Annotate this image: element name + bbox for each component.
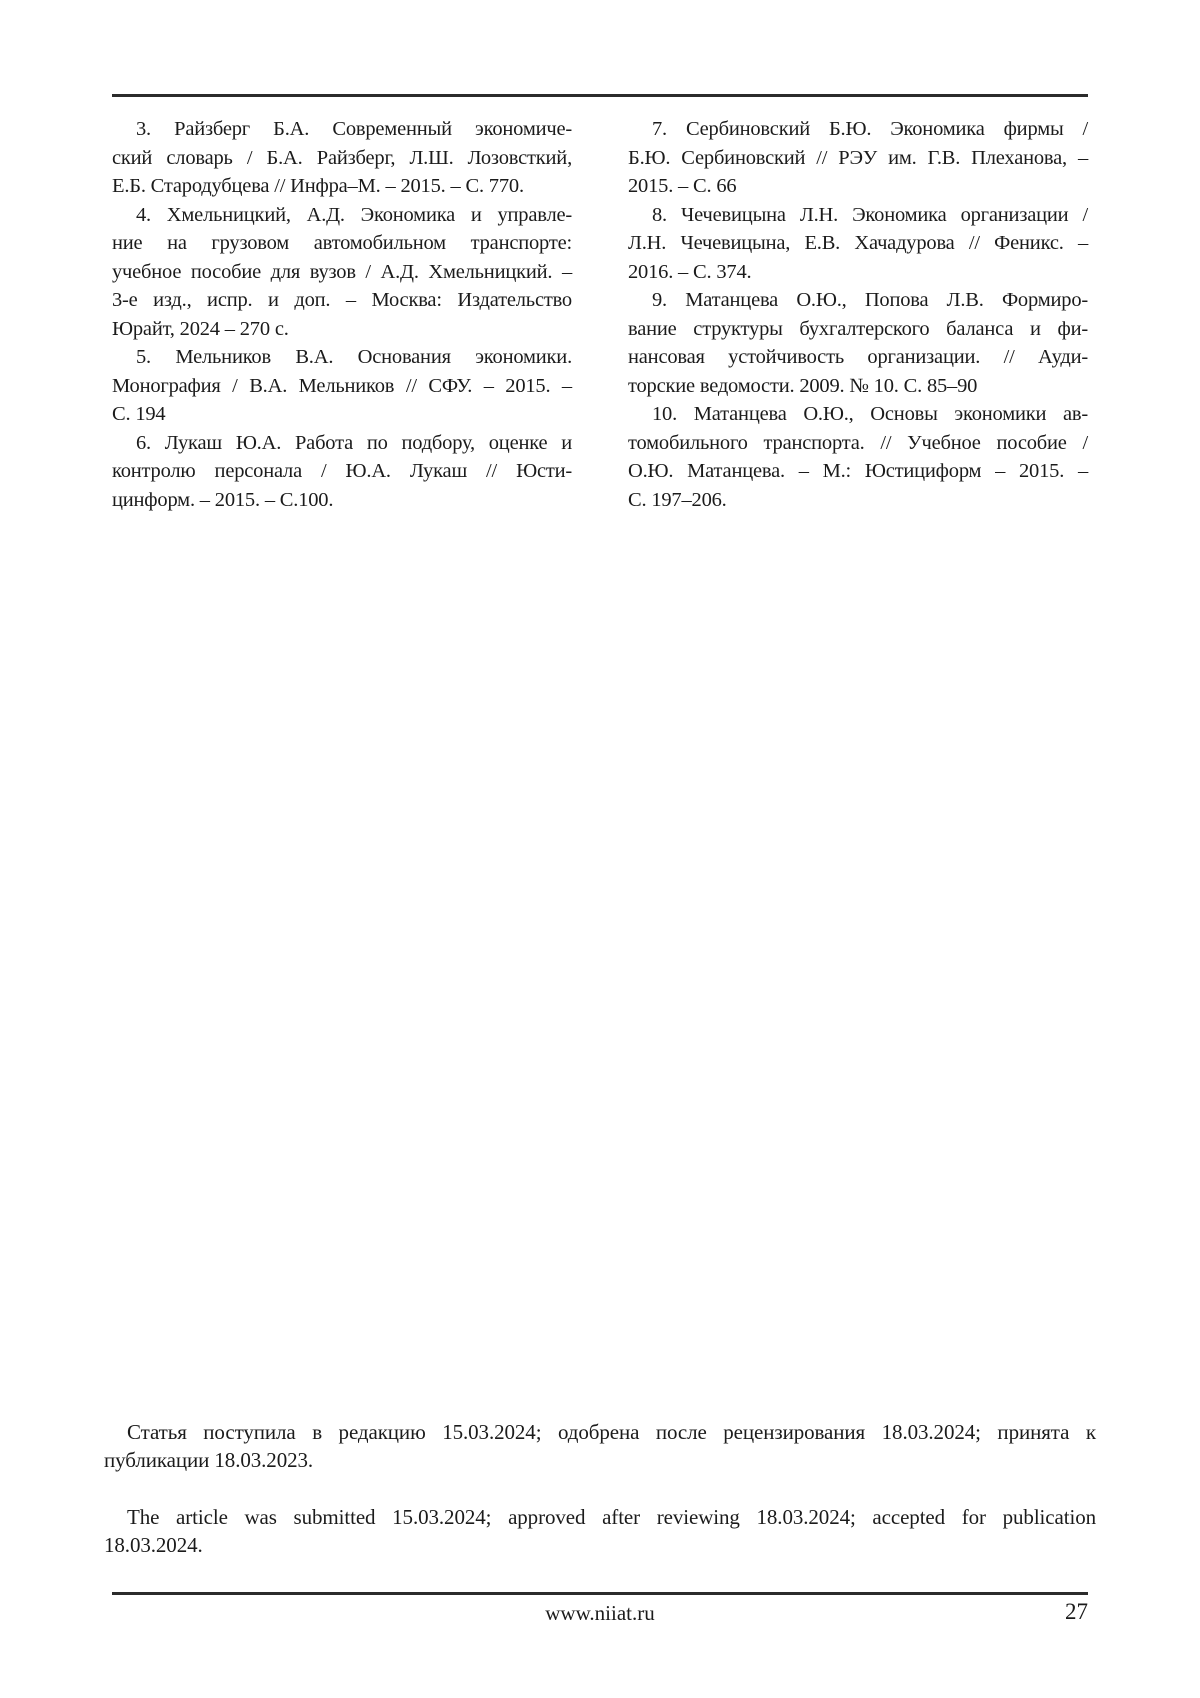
reference-item [628, 400, 1088, 514]
submission-note-en [104, 1504, 1096, 1559]
reference-item [628, 286, 1088, 400]
reference-line: 9. Матанцева О.Ю., Попова Л.В. Формиро- [652, 289, 1088, 311]
references-column-left [112, 115, 572, 514]
reference-line: О.Ю. Матанцева. – М.: Юстициформ – 2015. – [628, 460, 1088, 482]
reference-line: ский словарь / Б.А. Райзберг, Л.Ш. Лозовсткий, [112, 146, 572, 169]
reference-line: Монография / В.А. Мельников // СФУ. – 2015. – [112, 374, 572, 397]
reference-line: ние на грузовом автомобильном транспорте: [112, 232, 572, 254]
reference-line: 5. Мельников В.А. Основания экономики. [136, 346, 572, 368]
reference-item [628, 201, 1088, 287]
submission-note-line: The article was submitted 15.03.2024; approved after reviewing 18.03.2024; accepted for publication [127, 1505, 1096, 1529]
reference-line: Юрайт, 2024 – 270 с. [112, 317, 289, 340]
reference-line: 10. Матанцева О.Ю., Основы экономики ав- [652, 403, 1088, 425]
reference-line: Л.Н. Чечевицына, Е.В. Хачадурова // Феникс. – [628, 232, 1088, 254]
submission-note-line: публикации 18.03.2023. [104, 1447, 314, 1472]
reference-line: контролю персонала / Ю.А. Лукаш // Юсти- [112, 460, 572, 482]
reference-item [628, 115, 1088, 201]
reference-line: 2015. – С. 66 [628, 175, 737, 197]
reference-line: С. 197–206. [628, 488, 727, 511]
reference-line: 2016. – С. 374. [628, 260, 752, 283]
reference-line: Е.Б. Стародубцева // Инфра–М. – 2015. – С. 770. [112, 175, 524, 197]
footer [112, 1601, 1088, 1626]
references-section [112, 115, 1088, 514]
reference-line: Б.Ю. Сербиновский // РЭУ им. Г.В. Плеханова, – [628, 146, 1088, 169]
reference-line: учебное пособие для вузов / А.Д. Хмельницкий. – [112, 260, 572, 283]
reference-line: торские ведомости. 2009. № 10. С. 85–90 [628, 374, 978, 397]
reference-line: 3-е изд., испр. и доп. – Москва: Издательство [112, 289, 572, 311]
references-column-right [628, 115, 1088, 514]
footer-rule [112, 1592, 1088, 1595]
footer-url: www.niiat.ru [545, 1601, 655, 1625]
reference-line: 7. Сербиновский Б.Ю. Экономика фирмы / [652, 118, 1088, 140]
reference-line: 6. Лукаш Ю.А. Работа по подбору, оценке и [136, 431, 572, 454]
reference-line: 8. Чечевицына Л.Н. Экономика организации / [652, 203, 1088, 226]
reference-line: томобильного транспорта. // Учебное пособие / [628, 431, 1088, 454]
reference-item [112, 201, 572, 344]
reference-item [112, 115, 572, 201]
reference-line: С. 194 [112, 403, 166, 425]
submission-note-line: Статья поступила в редакцию 15.03.2024; одобрена после рецензирования 18.03.2024; принята к [127, 1420, 1096, 1444]
reference-item [112, 343, 572, 429]
top-rule [112, 94, 1088, 97]
submission-note-ru [104, 1419, 1096, 1474]
reference-line: вание структуры бухгалтерского баланса и фи- [628, 317, 1088, 340]
submission-note-line: 18.03.2024. [104, 1532, 203, 1557]
reference-line: цинформ. – 2015. – С.100. [112, 488, 334, 511]
reference-line: нансовая устойчивость организации. // Ауди- [628, 346, 1088, 368]
reference-line: 3. Райзберг Б.А. Современный экономиче- [136, 118, 572, 140]
reference-item [112, 429, 572, 515]
page-number: 27 [1065, 1599, 1088, 1624]
reference-line: 4. Хмельницкий, А.Д. Экономика и управле- [136, 203, 572, 226]
